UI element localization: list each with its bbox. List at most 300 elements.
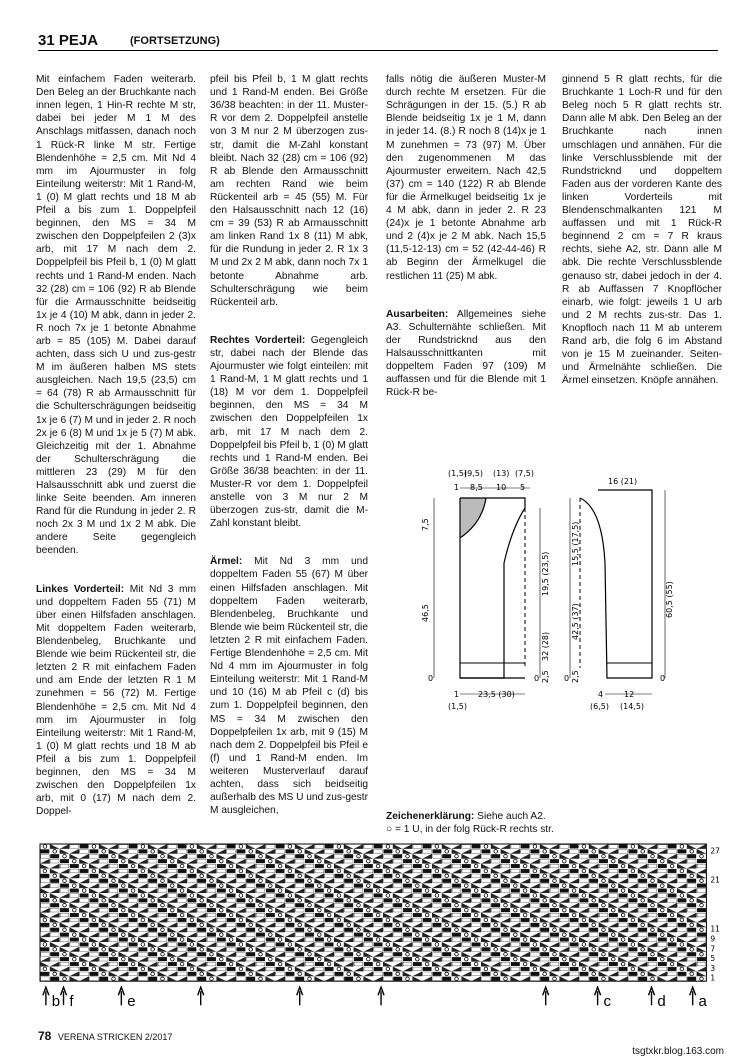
knit-cell (491, 859, 500, 863)
knit-cell (325, 918, 334, 922)
knit-cell (374, 874, 383, 878)
knit-cell (403, 884, 412, 888)
knit-cell (286, 899, 295, 903)
knit-cell (70, 864, 79, 868)
knit-cell (266, 845, 275, 849)
knit-cell (60, 908, 69, 912)
knit-cell (139, 977, 148, 981)
knit-cell (227, 923, 236, 927)
knit-cell (286, 854, 295, 858)
knit-cell (80, 845, 89, 849)
knit-cell (246, 933, 255, 937)
knit-cell (99, 884, 108, 888)
knit-cell (325, 943, 334, 947)
knit-cell (148, 957, 157, 961)
knit-cell (50, 859, 59, 863)
knit-cell (99, 854, 108, 858)
chart-arrow-label: c (603, 993, 611, 1011)
chart-arrow (595, 987, 601, 1005)
knit-cell (70, 938, 79, 942)
knit-cell (609, 943, 618, 947)
knit-cell (501, 957, 510, 961)
knit-cell (403, 962, 412, 966)
knit-cell (305, 957, 314, 961)
knit-cell (570, 948, 579, 952)
knit-cell (335, 899, 344, 903)
knit-cell (433, 977, 442, 981)
chart-arrow (690, 987, 696, 1005)
knit-cell (678, 850, 687, 854)
knit-cell (570, 850, 579, 854)
knit-cell (393, 903, 402, 907)
right-front-paragraph (210, 334, 368, 530)
knit-cell (129, 845, 138, 849)
body-zero-right: 0 (534, 674, 540, 683)
knit-cell (540, 908, 549, 912)
knit-cell (276, 943, 285, 947)
knit-cell (687, 952, 696, 956)
knit-cell (629, 854, 638, 858)
knit-cell (678, 952, 687, 956)
knit-cell (335, 850, 344, 854)
knit-cell (178, 894, 187, 898)
knit-cell (629, 952, 638, 956)
knit-cell (570, 918, 579, 922)
knit-cell (580, 850, 589, 854)
knit-cell (629, 977, 638, 981)
knit-cell (305, 938, 314, 942)
knit-cell (50, 908, 59, 912)
knit-cell (599, 864, 608, 868)
knit-cell (217, 845, 226, 849)
knit-cell (687, 879, 696, 883)
knit-cell (168, 869, 177, 873)
knit-cell (315, 913, 324, 917)
knit-cell (521, 850, 530, 854)
knit-cell (246, 903, 255, 907)
knit-cell (589, 928, 598, 932)
knit-cell (109, 962, 118, 966)
knit-cell (501, 908, 510, 912)
knit-cell (295, 957, 304, 961)
watermark: tsgtxkr.blog.163.com (632, 1046, 724, 1057)
knit-cell (41, 972, 50, 976)
knit-cell (266, 913, 275, 917)
knit-cell (570, 874, 579, 878)
knit-cell (580, 928, 589, 932)
knit-cell (697, 884, 706, 888)
knit-cell (148, 859, 157, 863)
knit-cell (540, 884, 549, 888)
knit-cell (589, 908, 598, 912)
text-column-4 (562, 60, 722, 390)
chart-arrow (378, 987, 384, 1005)
knit-cell (384, 899, 393, 903)
right-front-heading: Rechtes Vorderteil: (210, 334, 306, 346)
knit-cell (80, 923, 89, 927)
sleeve-text: Mit Nd 3 mm und doppeltem Faden 55 (67) M über einen Hilfsfaden anschlagen. Mit doppeltem Faden weiterarb, Blendenbeleg, Bruchkante und Blende wie beim Rückenteil str, die letzten 2 R mit einfachem Faden. Fertige Blendenhöhe = 2,5 cm. Mit Nd 4 mm im Ajourmuster in folg Einteilung weiterstr: Mit 1 Rand-M und 10 (16) M ab Pfeil c (d) bis zum 1. Doppelpfeil beginnen, den MS = 34 M zwischen den Doppelpfeilen 1x arb, mit 9 (15) M nach dem 2. Doppelpfeil bis Pfeil e (f) und 1 Rand-M enden. Im weiteren Musterverlauf darauf achten, dass sich beidseitig außerhalb des MS U und zus-gestr M ausgleichen, (210, 556, 368, 817)
knit-cell (344, 957, 353, 961)
knit-cell (550, 962, 559, 966)
knit-cell (540, 957, 549, 961)
knit-cell (80, 899, 89, 903)
knit-cell (305, 908, 314, 912)
knit-cell (687, 928, 696, 932)
knit-cell (472, 948, 481, 952)
knit-cell (119, 962, 128, 966)
knit-cell (256, 957, 265, 961)
sleeve-height-2: 42,5 (37) (571, 603, 580, 640)
knit-cell (462, 894, 471, 898)
knit-cell (50, 957, 59, 961)
knit-cell (50, 952, 59, 956)
knit-cell (246, 977, 255, 981)
knit-cell (638, 933, 647, 937)
knit-cell (217, 918, 226, 922)
knit-cell (227, 894, 236, 898)
knit-cell (139, 850, 148, 854)
knit-cell (462, 918, 471, 922)
sleeve-bottom-3: (6,5) (590, 702, 609, 711)
knit-cell (60, 884, 69, 888)
knit-cell (570, 899, 579, 903)
knit-cell (99, 903, 108, 907)
chart-arrow (649, 987, 655, 1005)
knit-cell (580, 874, 589, 878)
knit-cell (570, 967, 579, 971)
knit-cell (511, 962, 520, 966)
text-column-1 (36, 60, 196, 820)
knit-cell (678, 874, 687, 878)
knit-cell (384, 874, 393, 878)
knit-cell (139, 952, 148, 956)
knit-cell (687, 908, 696, 912)
knit-cell (237, 899, 246, 903)
knit-cell (413, 938, 422, 942)
sleeve-continued: falls nötig die äußeren Muster-M durch rechte M ersetzen. Für die Schrägungen in der 15. (5.) R ab Blende beidseitig 1x je 1 M, dann in jeder 14. (8.) R noch 8 (14)x je 1 M zunehmen = 73 (97) M. Über den zugenommenen M das Ajourmuster erweitern. Nach 42,5 (37) cm = 140 (122) R ab Blende für die Ärmelkugel beidseitig 1x je 4 M abk, dann in jeder 2. R 23 (24)x je 1 betonte Abnahme arb und 2 (4)x je 2 M abk. Nach 15,5 (11,5-12-13) cm = 52 (42-44-46) R ab Beginn der Ärmelkugel die restlichen 11 (25) M abk. (386, 74, 546, 282)
knit-cell (374, 967, 383, 971)
knit-cell (305, 884, 314, 888)
knit-cell (393, 952, 402, 956)
knit-cell (227, 874, 236, 878)
body-top-label-3: (13) (493, 469, 510, 478)
knit-cell (452, 859, 461, 863)
text-column-2 (210, 60, 368, 817)
knit-cell (580, 879, 589, 883)
knit-cell (629, 879, 638, 883)
knit-cell (227, 948, 236, 952)
knit-cell (354, 864, 363, 868)
knit-cell (619, 874, 628, 878)
knit-cell (472, 869, 481, 873)
knit-cell (197, 884, 206, 888)
knit-cell (413, 962, 422, 966)
knit-cell (511, 869, 520, 873)
knit-cell (472, 850, 481, 854)
knit-cell (668, 923, 677, 927)
knit-cell (99, 879, 108, 883)
knit-cell (168, 894, 177, 898)
knit-cell (246, 854, 255, 858)
knit-cell (148, 854, 157, 858)
knit-cell (119, 864, 128, 868)
knit-cell (129, 967, 138, 971)
knit-cell (354, 884, 363, 888)
knit-cell (403, 938, 412, 942)
knit-cell (139, 874, 148, 878)
knit-cell (80, 948, 89, 952)
knit-cell (217, 943, 226, 947)
knit-cell (393, 957, 402, 961)
knit-cell (678, 879, 687, 883)
page-footer (38, 1029, 172, 1043)
knit-cell (305, 864, 314, 868)
knit-cell (315, 962, 324, 966)
knit-cell (374, 869, 383, 873)
knit-cell (266, 962, 275, 966)
knit-cell (70, 845, 79, 849)
knit-cell (295, 928, 304, 932)
knit-cell (217, 913, 226, 917)
knit-cell (638, 977, 647, 981)
knit-cell (452, 962, 461, 966)
knit-cell (442, 859, 451, 863)
knit-cell (442, 957, 451, 961)
knit-cell (550, 864, 559, 868)
knit-cell (668, 845, 677, 849)
knit-cell (472, 899, 481, 903)
knit-cell (178, 918, 187, 922)
knit-cell (364, 967, 373, 971)
knit-cell (580, 903, 589, 907)
knit-cell (638, 952, 647, 956)
knit-cell (599, 938, 608, 942)
chart-arrow-label: a (698, 993, 707, 1011)
knit-cell (256, 884, 265, 888)
knit-cell (531, 952, 540, 956)
knit-cell (90, 928, 99, 932)
knit-cell (286, 903, 295, 907)
knit-cell (217, 938, 226, 942)
knit-cell (403, 889, 412, 893)
knit-cell (393, 859, 402, 863)
knit-cell (139, 879, 148, 883)
knit-cell (374, 948, 383, 952)
finishing-text: Allgemeines siehe A3. Schulternähte schließen. Mit der Rundstricknd aus den Halsausschnittkanten mit doppeltem Faden 97 (109) M auffassen und für die Blende mit 1 Rück-R be- (386, 308, 546, 399)
knit-cell (148, 903, 157, 907)
knit-cell (413, 869, 422, 873)
chart-row-label: 3 (710, 963, 716, 973)
knit-cell (168, 845, 177, 849)
knit-cell (99, 977, 108, 981)
knit-cell (687, 859, 696, 863)
knit-cell (580, 899, 589, 903)
knit-cell (90, 923, 99, 927)
chart-row-label: 21 (710, 875, 720, 885)
knit-cell (335, 952, 344, 956)
knit-cell (109, 889, 118, 893)
knit-cell (648, 889, 657, 893)
knit-cell (90, 972, 99, 976)
knit-cell (217, 967, 226, 971)
knit-cell (139, 903, 148, 907)
knit-cell (80, 918, 89, 922)
knit-cell (325, 967, 334, 971)
chart-row-label: 1 (710, 973, 716, 983)
knit-cell (325, 894, 334, 898)
knit-cell (629, 948, 638, 952)
knit-cell (295, 884, 304, 888)
knit-cell (599, 889, 608, 893)
knit-cell (286, 850, 295, 854)
sleeve-bottom-1: 4 (598, 690, 604, 699)
knit-cell (109, 913, 118, 917)
knit-cell (207, 864, 216, 868)
knit-cell (550, 884, 559, 888)
knit-cell (599, 859, 608, 863)
knit-cell (70, 894, 79, 898)
knit-cell (570, 972, 579, 976)
knit-cell (99, 933, 108, 937)
body-bottom-2: 23,5 (30) (478, 690, 515, 699)
chart-arrow (543, 987, 549, 1005)
knit-cell (139, 972, 148, 976)
knit-cell (521, 972, 530, 976)
knit-cell (129, 923, 138, 927)
knit-cell (540, 933, 549, 937)
knit-cell (452, 933, 461, 937)
knit-cell (384, 903, 393, 907)
knit-cell (609, 967, 618, 971)
knit-cell (550, 913, 559, 917)
knit-cell (344, 854, 353, 858)
knit-cell (178, 972, 187, 976)
knit-cell (178, 923, 187, 927)
knit-cell (70, 943, 79, 947)
knit-cell (80, 850, 89, 854)
knit-cell (609, 913, 618, 917)
knit-cell (589, 957, 598, 961)
knit-cell (599, 962, 608, 966)
knit-cell (237, 879, 246, 883)
knit-cell (521, 874, 530, 878)
knit-cell (433, 879, 442, 883)
legend-title: Zeichenerklärung: (386, 811, 475, 822)
knit-cell (217, 864, 226, 868)
knit-cell (678, 854, 687, 858)
knit-cell (482, 854, 491, 858)
knit-cell (178, 869, 187, 873)
knit-cell (266, 943, 275, 947)
knit-cell (638, 908, 647, 912)
knit-cell (266, 889, 275, 893)
knit-cell (295, 977, 304, 981)
knit-cell (139, 948, 148, 952)
knit-cell (315, 943, 324, 947)
knit-cell (256, 864, 265, 868)
knit-cell (158, 913, 167, 917)
knit-cell (90, 850, 99, 854)
knit-cell (276, 948, 285, 952)
knit-cell (697, 913, 706, 917)
knit-cell (286, 977, 295, 981)
knit-cell (423, 850, 432, 854)
knit-cell (423, 972, 432, 976)
knit-cell (256, 859, 265, 863)
sleeve-zero-left: 0 (564, 674, 570, 683)
knit-cell (619, 845, 628, 849)
knit-cell (335, 854, 344, 858)
knit-cell (305, 889, 314, 893)
knit-cell (286, 928, 295, 932)
knit-cell (540, 952, 549, 956)
chart-arrow (61, 987, 67, 1005)
knit-cell (609, 962, 618, 966)
knit-cell (462, 845, 471, 849)
knit-cell (276, 845, 285, 849)
knit-cell (188, 928, 197, 932)
knit-cell (560, 894, 569, 898)
knit-cell (90, 899, 99, 903)
knit-cell (276, 918, 285, 922)
knit-cell (344, 928, 353, 932)
knit-cell (139, 899, 148, 903)
knit-cell (266, 869, 275, 873)
sleeve-bottom-2: 12 (624, 690, 635, 699)
knit-cell (188, 854, 197, 858)
knit-cell (442, 933, 451, 937)
knit-cell (90, 948, 99, 952)
knit-cell (344, 977, 353, 981)
knit-cell (119, 967, 128, 971)
knit-cell (491, 933, 500, 937)
knit-cell (550, 908, 559, 912)
knit-cell (354, 938, 363, 942)
knit-cell (197, 952, 206, 956)
knit-cell (393, 928, 402, 932)
knit-cell (276, 869, 285, 873)
knit-cell (589, 903, 598, 907)
knit-cell (638, 928, 647, 932)
knit-cell (335, 903, 344, 907)
size-schematic (420, 468, 720, 718)
knit-cell (295, 908, 304, 912)
knit-cell (305, 933, 314, 937)
knit-cell (60, 859, 69, 863)
knit-cell (148, 879, 157, 883)
knit-cell (531, 879, 540, 883)
chart-arrow-label: f (69, 993, 74, 1011)
knit-cell (41, 850, 50, 854)
knit-cell (197, 854, 206, 858)
knit-cell (668, 869, 677, 873)
knit-cell (433, 972, 442, 976)
chart-row-labels (710, 846, 720, 982)
knit-cell (295, 903, 304, 907)
knit-cell (80, 869, 89, 873)
knit-cell (227, 967, 236, 971)
knit-cell (384, 948, 393, 952)
knit-cell (207, 938, 216, 942)
knit-cell (423, 894, 432, 898)
chart-arrow (43, 987, 49, 1005)
knit-cell (129, 869, 138, 873)
knit-cell (158, 933, 167, 937)
knit-cell (433, 928, 442, 932)
knit-cell (335, 928, 344, 932)
knit-cell (354, 913, 363, 917)
knit-cell (129, 850, 138, 854)
